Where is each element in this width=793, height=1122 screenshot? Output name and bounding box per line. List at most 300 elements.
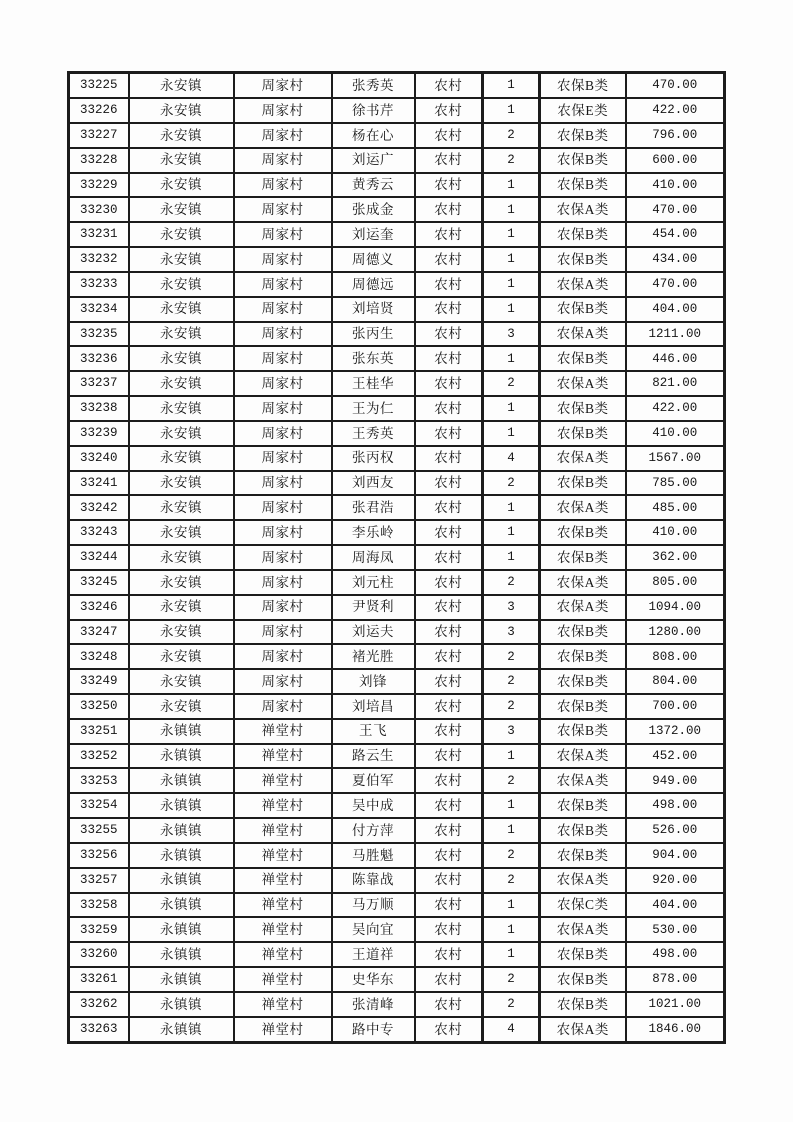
cell-amount: 498.00 xyxy=(626,793,725,818)
cell-serial-number: 33253 xyxy=(69,768,129,793)
cell-insurance-category: 农保B类 xyxy=(540,644,626,669)
cell-village: 周家村 xyxy=(234,570,332,595)
cell-household-type: 农村 xyxy=(415,620,483,645)
cell-insurance-category: 农保B类 xyxy=(540,545,626,570)
cell-amount: 796.00 xyxy=(626,123,725,148)
cell-village: 周家村 xyxy=(234,197,332,222)
cell-people-count: 1 xyxy=(483,495,540,520)
cell-person-name: 周海凤 xyxy=(332,545,415,570)
cell-serial-number: 33252 xyxy=(69,744,129,769)
cell-village: 周家村 xyxy=(234,421,332,446)
cell-insurance-category: 农保B类 xyxy=(540,297,626,322)
cell-household-type: 农村 xyxy=(415,148,483,173)
cell-village: 周家村 xyxy=(234,446,332,471)
cell-amount: 785.00 xyxy=(626,471,725,496)
cell-amount: 821.00 xyxy=(626,371,725,396)
cell-person-name: 吴中成 xyxy=(332,793,415,818)
cell-amount: 446.00 xyxy=(626,346,725,371)
cell-village: 禅堂村 xyxy=(234,942,332,967)
cell-person-name: 马胜魁 xyxy=(332,843,415,868)
cell-serial-number: 33254 xyxy=(69,793,129,818)
table-row xyxy=(69,173,725,198)
cell-serial-number: 33239 xyxy=(69,421,129,446)
table-row xyxy=(69,545,725,570)
cell-insurance-category: 农保B类 xyxy=(540,123,626,148)
cell-amount: 498.00 xyxy=(626,942,725,967)
cell-amount: 1094.00 xyxy=(626,595,725,620)
cell-household-type: 农村 xyxy=(415,644,483,669)
cell-town: 永安镇 xyxy=(129,148,234,173)
cell-insurance-category: 农保B类 xyxy=(540,222,626,247)
cell-insurance-category: 农保A类 xyxy=(540,917,626,942)
cell-person-name: 张秀英 xyxy=(332,73,415,99)
cell-person-name: 张成金 xyxy=(332,197,415,222)
cell-person-name: 黄秀云 xyxy=(332,173,415,198)
cell-insurance-category: 农保A类 xyxy=(540,1017,626,1043)
cell-amount: 904.00 xyxy=(626,843,725,868)
cell-people-count: 3 xyxy=(483,322,540,347)
cell-insurance-category: 农保A类 xyxy=(540,197,626,222)
cell-village: 禅堂村 xyxy=(234,719,332,744)
table-row xyxy=(69,73,725,99)
table-row xyxy=(69,694,725,719)
cell-people-count: 1 xyxy=(483,222,540,247)
cell-serial-number: 33256 xyxy=(69,843,129,868)
cell-serial-number: 33249 xyxy=(69,669,129,694)
table-row xyxy=(69,917,725,942)
cell-person-name: 刘培贤 xyxy=(332,297,415,322)
cell-serial-number: 33241 xyxy=(69,471,129,496)
cell-person-name: 李乐岭 xyxy=(332,520,415,545)
cell-amount: 410.00 xyxy=(626,421,725,446)
cell-amount: 1846.00 xyxy=(626,1017,725,1043)
table-row xyxy=(69,495,725,520)
cell-village: 禅堂村 xyxy=(234,967,332,992)
cell-village: 禅堂村 xyxy=(234,843,332,868)
table-row xyxy=(69,371,725,396)
cell-serial-number: 33244 xyxy=(69,545,129,570)
cell-town: 永镇镇 xyxy=(129,967,234,992)
cell-insurance-category: 农保C类 xyxy=(540,893,626,918)
cell-person-name: 刘锋 xyxy=(332,669,415,694)
cell-household-type: 农村 xyxy=(415,768,483,793)
cell-amount: 410.00 xyxy=(626,520,725,545)
cell-insurance-category: 农保B类 xyxy=(540,173,626,198)
cell-amount: 470.00 xyxy=(626,197,725,222)
cell-person-name: 张君浩 xyxy=(332,495,415,520)
cell-person-name: 路中专 xyxy=(332,1017,415,1043)
cell-household-type: 农村 xyxy=(415,520,483,545)
cell-amount: 362.00 xyxy=(626,545,725,570)
cell-people-count: 1 xyxy=(483,197,540,222)
cell-amount: 805.00 xyxy=(626,570,725,595)
cell-people-count: 2 xyxy=(483,669,540,694)
table-row xyxy=(69,197,725,222)
cell-people-count: 2 xyxy=(483,868,540,893)
cell-people-count: 2 xyxy=(483,148,540,173)
table-row xyxy=(69,992,725,1017)
cell-people-count: 1 xyxy=(483,396,540,421)
cell-household-type: 农村 xyxy=(415,694,483,719)
cell-insurance-category: 农保B类 xyxy=(540,992,626,1017)
cell-insurance-category: 农保A类 xyxy=(540,868,626,893)
cell-serial-number: 33237 xyxy=(69,371,129,396)
cell-insurance-category: 农保A类 xyxy=(540,744,626,769)
cell-household-type: 农村 xyxy=(415,495,483,520)
cell-amount: 920.00 xyxy=(626,868,725,893)
cell-household-type: 农村 xyxy=(415,595,483,620)
cell-amount: 422.00 xyxy=(626,396,725,421)
cell-insurance-category: 农保B类 xyxy=(540,148,626,173)
cell-amount: 470.00 xyxy=(626,73,725,99)
cell-amount: 410.00 xyxy=(626,173,725,198)
cell-insurance-category: 农保A类 xyxy=(540,446,626,471)
cell-town: 永镇镇 xyxy=(129,768,234,793)
cell-village: 周家村 xyxy=(234,595,332,620)
cell-town: 永安镇 xyxy=(129,570,234,595)
cell-village: 周家村 xyxy=(234,371,332,396)
cell-amount: 1280.00 xyxy=(626,620,725,645)
cell-people-count: 2 xyxy=(483,843,540,868)
cell-serial-number: 33225 xyxy=(69,73,129,99)
cell-serial-number: 33236 xyxy=(69,346,129,371)
cell-village: 周家村 xyxy=(234,297,332,322)
table-row xyxy=(69,744,725,769)
cell-amount: 434.00 xyxy=(626,247,725,272)
cell-town: 永镇镇 xyxy=(129,1017,234,1043)
table-row xyxy=(69,272,725,297)
cell-serial-number: 33245 xyxy=(69,570,129,595)
cell-serial-number: 33232 xyxy=(69,247,129,272)
cell-serial-number: 33248 xyxy=(69,644,129,669)
cell-insurance-category: 农保B类 xyxy=(540,694,626,719)
cell-insurance-category: 农保B类 xyxy=(540,346,626,371)
cell-village: 禅堂村 xyxy=(234,1017,332,1043)
cell-people-count: 1 xyxy=(483,545,540,570)
table-row xyxy=(69,942,725,967)
cell-serial-number: 33242 xyxy=(69,495,129,520)
pension-roster-table xyxy=(67,71,726,1044)
cell-town: 永安镇 xyxy=(129,446,234,471)
cell-household-type: 农村 xyxy=(415,893,483,918)
table-row xyxy=(69,893,725,918)
cell-village: 周家村 xyxy=(234,644,332,669)
cell-people-count: 4 xyxy=(483,446,540,471)
cell-town: 永镇镇 xyxy=(129,917,234,942)
cell-town: 永安镇 xyxy=(129,495,234,520)
cell-serial-number: 33250 xyxy=(69,694,129,719)
cell-village: 禅堂村 xyxy=(234,917,332,942)
cell-people-count: 2 xyxy=(483,768,540,793)
cell-household-type: 农村 xyxy=(415,992,483,1017)
cell-person-name: 夏伯军 xyxy=(332,768,415,793)
cell-town: 永镇镇 xyxy=(129,868,234,893)
cell-village: 周家村 xyxy=(234,173,332,198)
cell-town: 永安镇 xyxy=(129,421,234,446)
cell-insurance-category: 农保B类 xyxy=(540,669,626,694)
cell-person-name: 周德远 xyxy=(332,272,415,297)
cell-person-name: 刘培昌 xyxy=(332,694,415,719)
cell-household-type: 农村 xyxy=(415,123,483,148)
cell-village: 周家村 xyxy=(234,73,332,99)
cell-serial-number: 33257 xyxy=(69,868,129,893)
cell-serial-number: 33243 xyxy=(69,520,129,545)
cell-household-type: 农村 xyxy=(415,371,483,396)
cell-serial-number: 33255 xyxy=(69,818,129,843)
cell-person-name: 张丙生 xyxy=(332,322,415,347)
cell-person-name: 刘元柱 xyxy=(332,570,415,595)
cell-people-count: 1 xyxy=(483,272,540,297)
cell-household-type: 农村 xyxy=(415,868,483,893)
cell-household-type: 农村 xyxy=(415,197,483,222)
cell-town: 永镇镇 xyxy=(129,719,234,744)
table-row xyxy=(69,396,725,421)
cell-amount: 485.00 xyxy=(626,495,725,520)
table-row xyxy=(69,570,725,595)
cell-amount: 700.00 xyxy=(626,694,725,719)
table-row xyxy=(69,843,725,868)
cell-people-count: 1 xyxy=(483,73,540,99)
cell-village: 周家村 xyxy=(234,520,332,545)
cell-village: 周家村 xyxy=(234,669,332,694)
cell-serial-number: 33261 xyxy=(69,967,129,992)
table-row xyxy=(69,644,725,669)
cell-insurance-category: 农保B类 xyxy=(540,396,626,421)
cell-people-count: 1 xyxy=(483,247,540,272)
table-row xyxy=(69,421,725,446)
cell-household-type: 农村 xyxy=(415,173,483,198)
cell-person-name: 杨在心 xyxy=(332,123,415,148)
cell-household-type: 农村 xyxy=(415,247,483,272)
cell-people-count: 2 xyxy=(483,371,540,396)
cell-amount: 526.00 xyxy=(626,818,725,843)
cell-serial-number: 33229 xyxy=(69,173,129,198)
cell-person-name: 陈靠战 xyxy=(332,868,415,893)
cell-serial-number: 33226 xyxy=(69,98,129,123)
cell-household-type: 农村 xyxy=(415,1017,483,1043)
cell-insurance-category: 农保A类 xyxy=(540,595,626,620)
cell-household-type: 农村 xyxy=(415,471,483,496)
cell-town: 永安镇 xyxy=(129,322,234,347)
cell-serial-number: 33228 xyxy=(69,148,129,173)
cell-serial-number: 33262 xyxy=(69,992,129,1017)
cell-amount: 949.00 xyxy=(626,768,725,793)
cell-person-name: 吴向宜 xyxy=(332,917,415,942)
cell-household-type: 农村 xyxy=(415,346,483,371)
cell-town: 永安镇 xyxy=(129,98,234,123)
cell-amount: 878.00 xyxy=(626,967,725,992)
cell-people-count: 1 xyxy=(483,744,540,769)
cell-town: 永安镇 xyxy=(129,371,234,396)
cell-person-name: 马万顺 xyxy=(332,893,415,918)
cell-insurance-category: 农保B类 xyxy=(540,247,626,272)
cell-serial-number: 33235 xyxy=(69,322,129,347)
table-row xyxy=(69,595,725,620)
cell-people-count: 1 xyxy=(483,942,540,967)
cell-person-name: 周德义 xyxy=(332,247,415,272)
cell-serial-number: 33231 xyxy=(69,222,129,247)
cell-serial-number: 33230 xyxy=(69,197,129,222)
cell-village: 禅堂村 xyxy=(234,992,332,1017)
cell-village: 周家村 xyxy=(234,322,332,347)
cell-town: 永安镇 xyxy=(129,272,234,297)
cell-household-type: 农村 xyxy=(415,570,483,595)
cell-village: 周家村 xyxy=(234,694,332,719)
cell-people-count: 1 xyxy=(483,297,540,322)
cell-village: 周家村 xyxy=(234,620,332,645)
cell-insurance-category: 农保B类 xyxy=(540,719,626,744)
table-row xyxy=(69,669,725,694)
table-row xyxy=(69,148,725,173)
cell-household-type: 农村 xyxy=(415,917,483,942)
cell-household-type: 农村 xyxy=(415,98,483,123)
cell-people-count: 1 xyxy=(483,173,540,198)
cell-insurance-category: 农保B类 xyxy=(540,520,626,545)
cell-village: 周家村 xyxy=(234,471,332,496)
cell-amount: 1021.00 xyxy=(626,992,725,1017)
cell-insurance-category: 农保E类 xyxy=(540,98,626,123)
table-row xyxy=(69,967,725,992)
cell-town: 永镇镇 xyxy=(129,818,234,843)
cell-people-count: 3 xyxy=(483,595,540,620)
cell-person-name: 王秀英 xyxy=(332,421,415,446)
cell-town: 永安镇 xyxy=(129,346,234,371)
cell-town: 永安镇 xyxy=(129,173,234,198)
cell-person-name: 褚光胜 xyxy=(332,644,415,669)
cell-amount: 1372.00 xyxy=(626,719,725,744)
cell-insurance-category: 农保B类 xyxy=(540,73,626,99)
table-row xyxy=(69,222,725,247)
cell-amount: 404.00 xyxy=(626,297,725,322)
cell-insurance-category: 农保A类 xyxy=(540,272,626,297)
cell-village: 周家村 xyxy=(234,98,332,123)
cell-town: 永安镇 xyxy=(129,197,234,222)
cell-people-count: 3 xyxy=(483,620,540,645)
table-body xyxy=(69,73,725,1043)
cell-insurance-category: 农保B类 xyxy=(540,843,626,868)
cell-town: 永安镇 xyxy=(129,73,234,99)
cell-village: 禅堂村 xyxy=(234,868,332,893)
cell-village: 禅堂村 xyxy=(234,893,332,918)
cell-town: 永镇镇 xyxy=(129,793,234,818)
cell-people-count: 1 xyxy=(483,346,540,371)
cell-amount: 454.00 xyxy=(626,222,725,247)
table-row xyxy=(69,620,725,645)
cell-town: 永安镇 xyxy=(129,247,234,272)
cell-town: 永安镇 xyxy=(129,520,234,545)
cell-insurance-category: 农保B类 xyxy=(540,620,626,645)
cell-household-type: 农村 xyxy=(415,744,483,769)
cell-household-type: 农村 xyxy=(415,967,483,992)
cell-insurance-category: 农保B类 xyxy=(540,421,626,446)
cell-household-type: 农村 xyxy=(415,843,483,868)
cell-village: 禅堂村 xyxy=(234,793,332,818)
cell-town: 永镇镇 xyxy=(129,893,234,918)
cell-amount: 804.00 xyxy=(626,669,725,694)
cell-village: 周家村 xyxy=(234,346,332,371)
cell-person-name: 王道祥 xyxy=(332,942,415,967)
cell-person-name: 付方萍 xyxy=(332,818,415,843)
cell-town: 永安镇 xyxy=(129,545,234,570)
cell-people-count: 2 xyxy=(483,967,540,992)
cell-people-count: 2 xyxy=(483,570,540,595)
cell-amount: 530.00 xyxy=(626,917,725,942)
cell-serial-number: 33227 xyxy=(69,123,129,148)
cell-person-name: 王飞 xyxy=(332,719,415,744)
cell-person-name: 尹贤利 xyxy=(332,595,415,620)
cell-person-name: 刘西友 xyxy=(332,471,415,496)
cell-household-type: 农村 xyxy=(415,421,483,446)
cell-village: 禅堂村 xyxy=(234,818,332,843)
cell-person-name: 王为仁 xyxy=(332,396,415,421)
cell-town: 永安镇 xyxy=(129,297,234,322)
cell-household-type: 农村 xyxy=(415,322,483,347)
cell-town: 永安镇 xyxy=(129,644,234,669)
cell-person-name: 张丙权 xyxy=(332,446,415,471)
cell-amount: 470.00 xyxy=(626,272,725,297)
cell-village: 周家村 xyxy=(234,222,332,247)
cell-person-name: 路云生 xyxy=(332,744,415,769)
cell-town: 永安镇 xyxy=(129,123,234,148)
cell-household-type: 农村 xyxy=(415,446,483,471)
cell-people-count: 2 xyxy=(483,471,540,496)
cell-people-count: 1 xyxy=(483,520,540,545)
cell-person-name: 刘运奎 xyxy=(332,222,415,247)
cell-people-count: 1 xyxy=(483,421,540,446)
cell-people-count: 2 xyxy=(483,992,540,1017)
table-row xyxy=(69,98,725,123)
table-row xyxy=(69,123,725,148)
cell-town: 永镇镇 xyxy=(129,843,234,868)
table-row xyxy=(69,719,725,744)
cell-insurance-category: 农保B类 xyxy=(540,471,626,496)
cell-town: 永安镇 xyxy=(129,222,234,247)
cell-household-type: 农村 xyxy=(415,297,483,322)
cell-amount: 1567.00 xyxy=(626,446,725,471)
cell-serial-number: 33258 xyxy=(69,893,129,918)
table-row xyxy=(69,322,725,347)
cell-serial-number: 33260 xyxy=(69,942,129,967)
table-row xyxy=(69,520,725,545)
cell-people-count: 4 xyxy=(483,1017,540,1043)
cell-serial-number: 33263 xyxy=(69,1017,129,1043)
cell-amount: 600.00 xyxy=(626,148,725,173)
cell-serial-number: 33247 xyxy=(69,620,129,645)
cell-village: 周家村 xyxy=(234,396,332,421)
cell-serial-number: 33259 xyxy=(69,917,129,942)
cell-household-type: 农村 xyxy=(415,793,483,818)
cell-town: 永安镇 xyxy=(129,595,234,620)
cell-people-count: 1 xyxy=(483,818,540,843)
cell-person-name: 张清峰 xyxy=(332,992,415,1017)
table-row xyxy=(69,346,725,371)
cell-village: 禅堂村 xyxy=(234,744,332,769)
cell-insurance-category: 农保B类 xyxy=(540,793,626,818)
cell-household-type: 农村 xyxy=(415,222,483,247)
cell-people-count: 2 xyxy=(483,694,540,719)
cell-serial-number: 33238 xyxy=(69,396,129,421)
table-row xyxy=(69,768,725,793)
cell-village: 周家村 xyxy=(234,272,332,297)
table-row xyxy=(69,247,725,272)
cell-insurance-category: 农保A类 xyxy=(540,371,626,396)
cell-insurance-category: 农保B类 xyxy=(540,942,626,967)
cell-person-name: 刘运夫 xyxy=(332,620,415,645)
cell-people-count: 1 xyxy=(483,893,540,918)
cell-insurance-category: 农保B类 xyxy=(540,818,626,843)
cell-household-type: 农村 xyxy=(415,272,483,297)
cell-person-name: 张东英 xyxy=(332,346,415,371)
